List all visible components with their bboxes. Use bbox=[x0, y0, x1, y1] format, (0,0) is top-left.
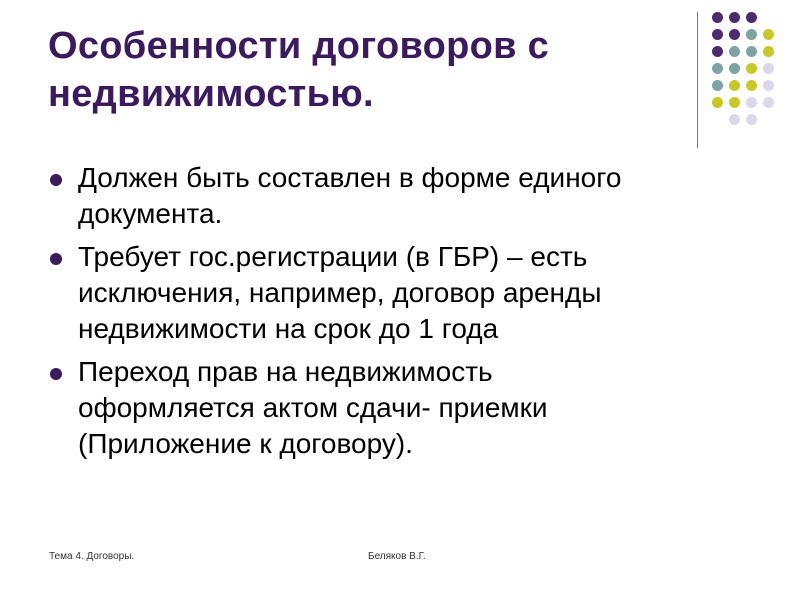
footer-topic: Тема 4. Договоры. bbox=[49, 551, 135, 562]
dot-yellow bbox=[729, 80, 740, 91]
bullet-text-line: оформляется актом сдачи- приемки bbox=[78, 392, 548, 423]
bullet-marker-icon bbox=[50, 368, 62, 380]
bullet-text-line: документа. bbox=[78, 198, 223, 229]
bullet-item bbox=[48, 160, 738, 232]
dot-purple bbox=[746, 12, 757, 23]
dot-purple bbox=[712, 46, 723, 57]
bullet-text-line: исключения, например, договор аренды bbox=[78, 277, 602, 308]
dot-yellow bbox=[746, 80, 757, 91]
bullet-marker-icon bbox=[50, 253, 62, 265]
bullet-text-line: Требует гос.регистрации (в ГБР) – есть bbox=[78, 241, 588, 272]
bullet-text-line: Должен быть составлен в форме единого bbox=[78, 162, 622, 193]
dot-yellow bbox=[712, 97, 723, 108]
dot-teal bbox=[729, 46, 740, 57]
dot-lavender bbox=[763, 97, 774, 108]
dot-purple bbox=[712, 29, 723, 40]
bullet-item bbox=[48, 354, 738, 462]
dot-purple bbox=[712, 12, 723, 23]
bullet-text-line: недвижимости на срок до 1 года bbox=[78, 313, 499, 344]
dot-teal bbox=[712, 63, 723, 74]
dot-yellow bbox=[746, 63, 757, 74]
bullet-text-line: (Приложение к договору). bbox=[78, 428, 413, 459]
slide-title-line-1: Особенности договоров с bbox=[48, 25, 550, 67]
dot-lavender bbox=[729, 114, 740, 125]
bullet-text-line: Переход прав на недвижимость bbox=[78, 356, 493, 387]
footer-author: Беляков В.Г. bbox=[368, 551, 426, 562]
dot-yellow bbox=[763, 46, 774, 57]
dot-purple bbox=[729, 29, 740, 40]
bullet-list bbox=[48, 160, 738, 469]
dot-lavender bbox=[763, 63, 774, 74]
dot-purple bbox=[729, 12, 740, 23]
dot-lavender bbox=[746, 97, 757, 108]
dot-lavender bbox=[763, 80, 774, 91]
dot-teal bbox=[746, 46, 757, 57]
dot-lavender bbox=[746, 114, 757, 125]
dot-teal bbox=[729, 63, 740, 74]
slide-title bbox=[48, 22, 668, 118]
dot-yellow bbox=[729, 97, 740, 108]
dot-teal bbox=[712, 80, 723, 91]
dot-yellow bbox=[763, 29, 774, 40]
bullet-marker-icon bbox=[50, 174, 62, 186]
dot-teal bbox=[746, 29, 757, 40]
slide-title-line-2: недвижимостью. bbox=[48, 73, 374, 115]
decorative-dot-grid bbox=[706, 12, 796, 132]
decorative-divider bbox=[697, 12, 698, 148]
bullet-item bbox=[48, 239, 738, 347]
